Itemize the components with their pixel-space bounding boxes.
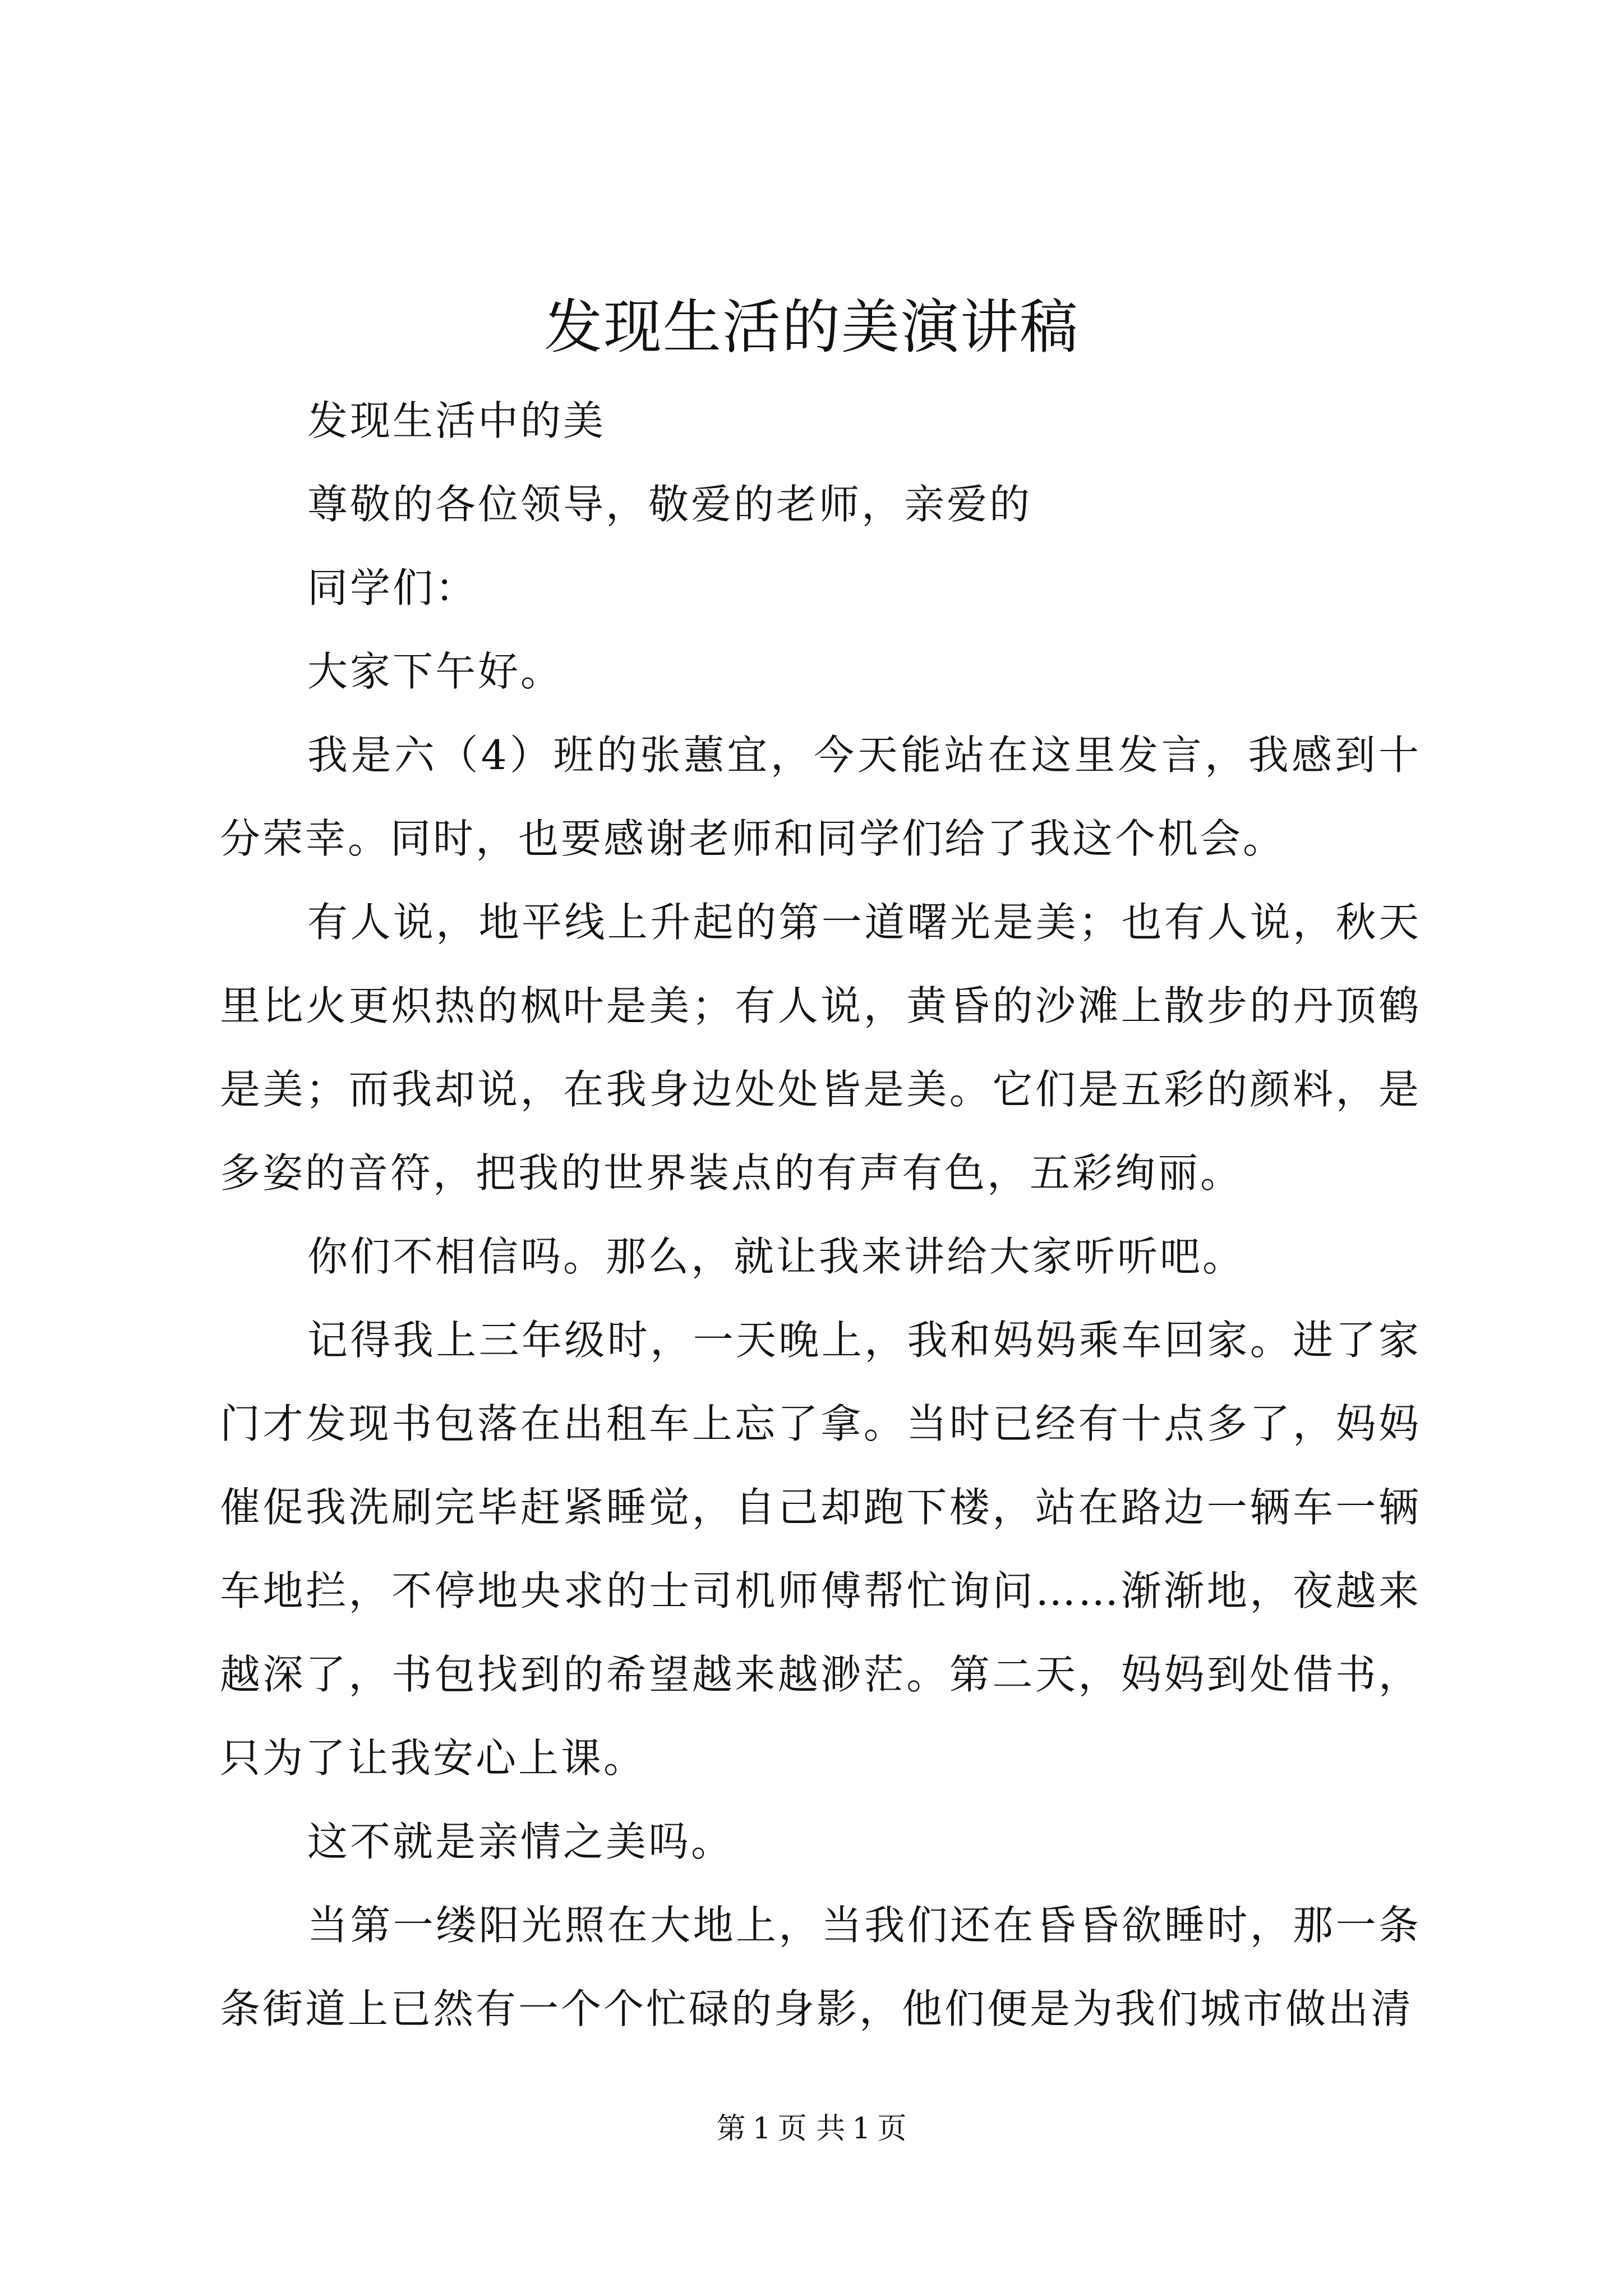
paragraph: 记得我上三年级时，一天晚上，我和妈妈乘车回家。进了家门才发现书包落在出租车上忘了拿。当时已经有十点多了，妈妈催促我洗刷完毕赶紧睡觉，自己却跑下楼，站在路边一辆车一辆车地拦，不停地央求的士司机师傅帮忙询问……渐渐地，夜越来越深了，书包找到的希望越来越渺茫。第二天，妈妈到处借书，只为了让我安心上课。 [220,1317,1421,1782]
paragraph: 尊敬的各位领导，敬爱的老师，亲爱的 [307,481,1032,528]
page-label-prefix: 第 [716,2112,746,2146]
page-label-suffix: 页 [877,2112,907,2146]
page-label-mid: 页 共 [777,2112,846,2146]
paragraph: 这不就是亲情之美吗。 [307,1818,734,1865]
paragraph: 当第一缕阳光照在大地上，当我们还在昏昏欲睡时，那一条条街道上已然有一个个忙碌的身影，他们便是为我们城市做出清 [220,1902,1421,2032]
total-pages-number: 1 [852,2112,871,2146]
document-body [220,379,1421,2051]
paragraph: 大家下午好。 [307,648,564,695]
paragraph: 我是六（4）班的张蕙宜，今天能站在这里发言，我感到十分荣幸。同时，也要感谢老师和同学们给了我这个机会。 [220,731,1421,862]
paragraph: 发现生活中的美 [307,397,606,444]
current-page-number: 1 [752,2112,771,2146]
document-title: 发现生活的美演讲稿 [543,293,1079,361]
page-footer [0,2109,1623,2148]
paragraph: 你们不相信吗。那么，就让我来讲给大家听听吧。 [307,1233,1246,1280]
paragraph: 有人说，地平线上升起的第一道曙光是美；也有人说，秋天里比火更炽热的枫叶是美；有人说，黄昏的沙滩上散步的丹顶鹤是美；而我却说，在我身边处处皆是美。它们是五彩的颜料，是多姿的音符，把我的世界装点的有声有色，五彩绚丽。 [220,899,1421,1197]
paragraph: 同学们： [307,564,478,611]
